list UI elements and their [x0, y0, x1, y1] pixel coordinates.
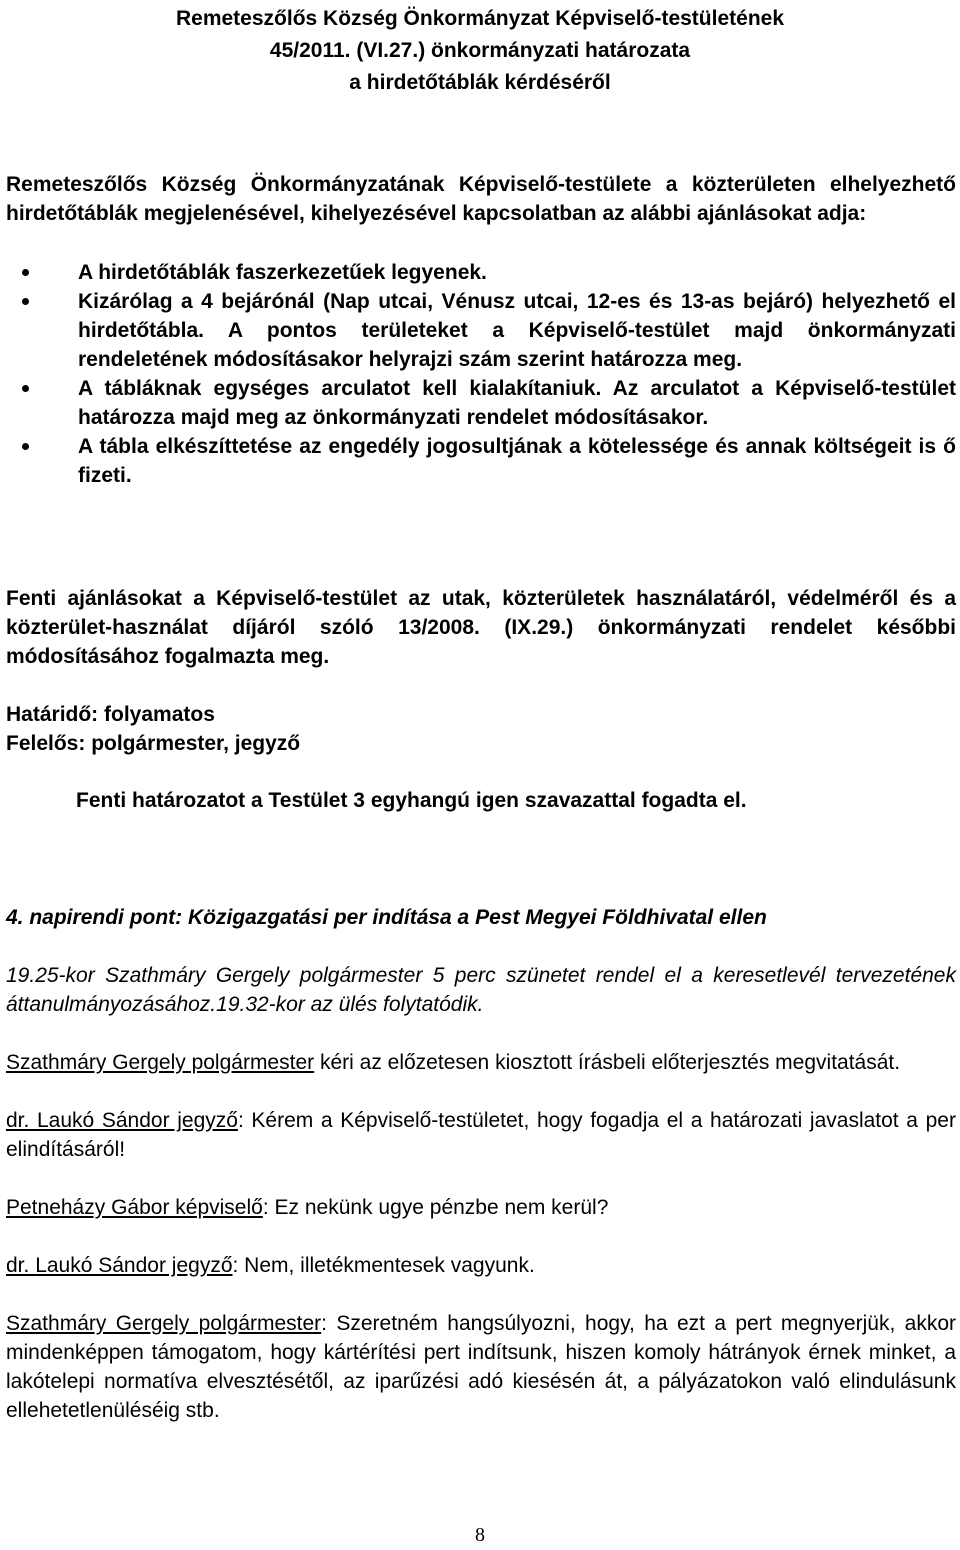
- bullet-icon: [22, 298, 29, 305]
- speaker-name: Szathmáry Gergely polgármester: [6, 1312, 322, 1335]
- list-item: A tábla elkészíttetése az engedély jogosultjának a kötelessége és annak költségeit is ő fizeti.: [6, 432, 956, 490]
- speaker-name: Laukó Sándor jegyző: [35, 1254, 233, 1277]
- header-line-2: 45/2011. (VI.27.) önkormányzati határozata: [269, 39, 691, 62]
- speaker-name: Laukó Sándor jegyző: [37, 1109, 238, 1132]
- page-number: 8: [475, 1524, 485, 1546]
- speech-text: Ez nekünk ugye pénzbe nem kerül?: [274, 1196, 609, 1219]
- vote-result: Fenti határozatot a Testület 3 egyhangú igen szavazattal fogadta el.: [76, 789, 747, 812]
- speech-text: Nem, illetékmentesek vagyunk.: [244, 1254, 535, 1277]
- dialog-entry: Petneházy Gábor képviselő: Ez nekünk ugye pénzbe nem kerül?: [6, 1196, 609, 1219]
- dialog-entry: dr. Laukó Sándor jegyző: Kérem a Képviselő-testületet, hogy fogadja el a határozati javaslatot a per elindításáról!: [6, 1109, 956, 1161]
- recommendation-list: [6, 258, 956, 490]
- fenti-paragraph: Fenti ajánlásokat a Képviselő-testület az utak, közterületek használatáról, védelméről és a közterület-használat díjáról szóló 13/2008. (IX.29.) önkormányzati rendelet későbbi módosításához fogalmazta meg.: [6, 587, 956, 668]
- header-line-1: Remeteszőlős Község Önkormányzat Képviselő-testületének: [175, 7, 784, 30]
- bullet-icon: [22, 443, 29, 450]
- list-item: A tábláknak egységes arculatot kell kialakítaniuk. Az arculatot a Képviselő-testület határozza majd meg az önkormányzati rendelet módosításakor.: [6, 374, 956, 432]
- speech-text: kéri az előzetesen kiosztott írásbeli előterjesztés megvitatását.: [319, 1051, 901, 1074]
- header-line-3: a hirdetőtáblák kérdéséről: [349, 71, 611, 94]
- dialog-entry: dr. Laukó Sándor jegyző: Nem, illetékmentesek vagyunk.: [6, 1254, 535, 1277]
- bullet-icon: [22, 269, 29, 276]
- responsible-line: Felelős: polgármester, jegyző: [6, 732, 301, 755]
- dialog-entry: Szathmáry Gergely polgármester: Szeretném hangsúlyozni, hogy, ha ezt a pert megnyerjük, akkor mindenképpen támogatom, hogy kártérítési pert indítsunk, hiszen komoly hátrányok érnek minket, a lakótelepi normatíva elvesztésétől, az iparűzési adó kiesésén át, a pályázatokon való elindulásunk ellehetetlenüléséig stb.: [6, 1312, 956, 1422]
- deadline-line: Határidő: folyamatos: [6, 703, 215, 726]
- speech-text: Szeretném hangsúlyozni, hogy, ha ezt a pert megnyerjük, akkor mindenképpen támogatom, hogy kártérítési pert indítsunk, hiszen komoly hátrányok érnek minket, a lakótelepi normatíva elvesztésétől, az iparűzési adó kiesésén át, a pályázatokon való elindulásunk ellehetetlenüléséig stb.: [6, 1312, 956, 1422]
- bullet-icon: [22, 385, 29, 392]
- speaker-name: Szathmáry Gergely polgármester: [6, 1051, 315, 1074]
- speaker-name: Petneházy Gábor képviselő: [6, 1196, 263, 1219]
- intro-paragraph: Remeteszőlős Község Önkormányzatának Képviselő-testülete a közterületen elhelyezhető hirdetőtáblák megjelenésével, kihelyezésével kapcsolatban az alábbi ajánlásokat adja:: [6, 173, 956, 225]
- speaker-prefix: dr.: [6, 1254, 36, 1277]
- speaker-prefix: dr.: [6, 1109, 37, 1132]
- resolution-header: [6, 4, 954, 97]
- agenda-item-title: 4. napirendi pont: Közigazgatási per indítása a Pest Megyei Földhivatal ellen: [6, 906, 767, 929]
- break-note: 19.25-kor Szathmáry Gergely polgármester 5 perc szünetet rendel el a keresetlevél tervezetének áttanulmányozásához.19.32-kor az ülés folytatódik.: [6, 964, 956, 1016]
- speech-text: Kérem a Képviselő-testületet, hogy fogadja el a határozati javaslatot a per elindításáról!: [6, 1109, 956, 1161]
- list-item: A hirdetőtáblák faszerkezetűek legyenek.: [6, 258, 956, 287]
- dialog-entry: [6, 1048, 956, 1077]
- list-item: Kizárólag a 4 bejárónál (Nap utcai, Vénusz utcai, 12-es és 13-as bejáró) helyezhető el hirdetőtábla. A pontos területeket a Képviselő-testület majd önkormányzati rendeletének módosításakor helyrajzi szám szerint határozza meg.: [6, 287, 956, 374]
- minutes-dialog: [6, 1048, 956, 1425]
